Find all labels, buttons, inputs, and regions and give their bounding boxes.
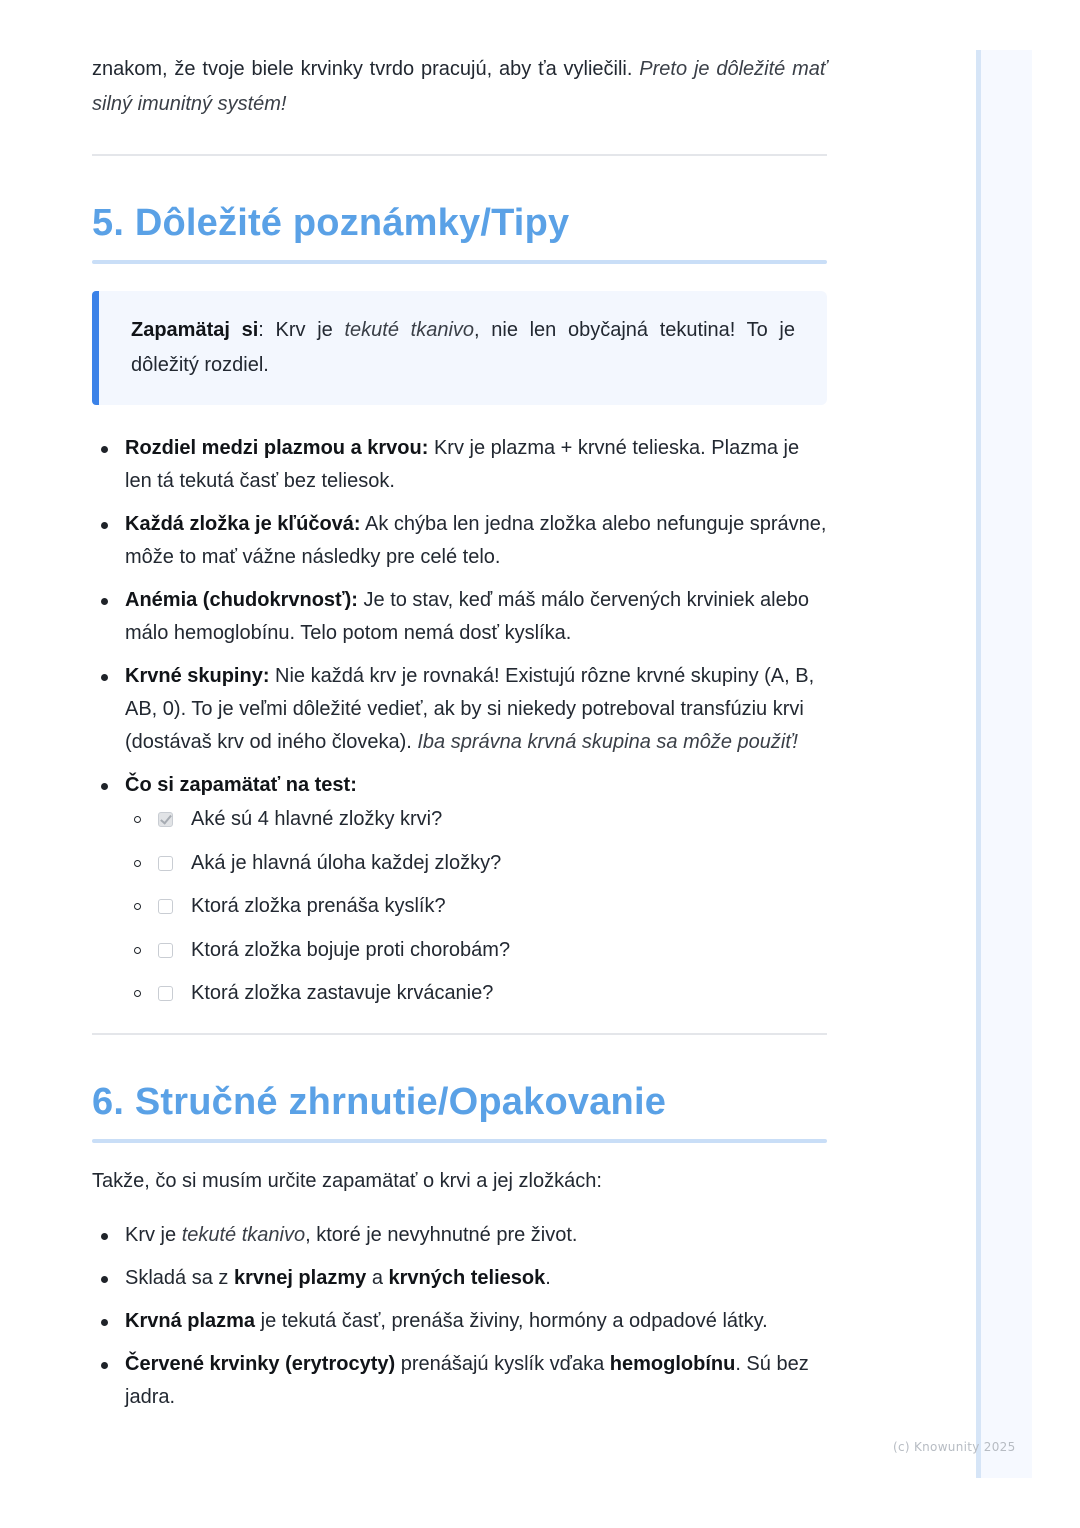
list-item — [92, 1219, 827, 1252]
bold: Krvná plazma — [125, 1309, 256, 1332]
tips-list — [92, 432, 827, 1021]
bold: krvnej plazmy — [233, 1266, 367, 1289]
checklist-text: Ktorá zložka bojuje proti chorobám? — [191, 938, 511, 961]
item-text: Ak chýba len jedna zložka alebo nefunguje správne, môže to mať vážne následky pre celé telo. — [125, 513, 827, 568]
sidebar-border — [976, 50, 981, 1478]
checklist-text: Aké sú 4 hlavné zložky krvi? — [191, 808, 443, 830]
checklist-item — [125, 803, 827, 847]
bold: krvných teliesok — [388, 1266, 546, 1289]
bold: Červené krvinky (erytrocyty) — [125, 1352, 396, 1375]
remember-callout — [92, 291, 827, 405]
text: Skladá sa z — [125, 1266, 229, 1289]
list-item — [92, 1305, 827, 1338]
intro-paragraph — [92, 52, 827, 122]
item-bold: Krvné skupiny: — [125, 665, 270, 687]
list-item — [92, 584, 827, 650]
checkbox[interactable] — [158, 856, 173, 871]
summary-list — [92, 1219, 827, 1414]
checklist-text: Ktorá zložka prenáša kyslík? — [191, 895, 446, 917]
list-item — [92, 508, 827, 574]
checkbox[interactable] — [158, 899, 173, 914]
checkbox[interactable] — [158, 943, 173, 958]
circle-bullet-icon — [134, 860, 141, 867]
section-6-title: 6. Stručné zhrnutie/Opakovanie — [92, 1080, 667, 1123]
checklist-text: Ktorá zložka zastavuje krvácanie? — [191, 982, 494, 1004]
item-text: Krv je plazma + krvné telieska. Plazma je len tá tekutá časť bez teliesok. — [125, 437, 800, 492]
section-5-title: 5. Dôležité poznámky/Tipy — [92, 202, 570, 244]
item-text: Je to stav, keď máš málo červených krviniek alebo málo hemoglobínu. Telo potom nemá dosť kyslíka. — [125, 589, 809, 644]
circle-bullet-icon — [134, 816, 141, 823]
item-bold: Anémia (chudokrvnosť): — [125, 589, 358, 611]
summary-intro: Takže, čo si musím určite zapamätať o krvi a jej zložkách: — [92, 1169, 602, 1192]
text: . Sú bez jadra. — [125, 1352, 809, 1408]
item-bold: Každá zložka je kľúčová: — [125, 513, 361, 535]
text: a — [371, 1266, 383, 1289]
circle-bullet-icon — [134, 947, 141, 954]
callout-text-2: , nie len obyčajná tekutina! To je dôležitý rozdiel. — [131, 319, 795, 376]
checkbox[interactable] — [158, 986, 173, 1001]
test-checklist — [125, 803, 827, 1021]
checklist-item — [125, 977, 827, 1021]
text: je tekutá časť, prenáša živiny, hormóny a odpadové látky. — [260, 1309, 768, 1332]
callout-italic: tekuté tkanivo — [344, 319, 475, 341]
italic: tekuté tkanivo — [181, 1223, 306, 1246]
list-item — [92, 432, 827, 498]
test-label: Čo si zapamätať na test: — [125, 774, 357, 796]
checklist-item — [125, 847, 827, 891]
callout-text — [131, 313, 795, 383]
item-text: Nie každá krv je rovnaká! Existujú rôzne krvné skupiny (A, B, AB, 0). To je veľmi dôležité vedieť, ak by si niekedy potreboval transfúziu krvi (dostávaš krv od iného človeka). — [125, 665, 815, 753]
item-bold: Rozdiel medzi plazmou a krvou: — [125, 437, 429, 459]
intro-text: znakom, že tvoje biele krvinky tvrdo pracujú, aby ťa vyliečili. — [92, 58, 633, 80]
checklist-item — [125, 890, 827, 934]
checkbox-checked[interactable] — [158, 812, 173, 827]
checklist-text: Aká je hlavná úloha každej zložky? — [191, 851, 502, 874]
right-sidebar-panel — [976, 50, 1032, 1478]
text: Krv je — [125, 1223, 177, 1246]
list-item — [92, 1348, 827, 1414]
list-item — [92, 660, 827, 759]
text: . — [545, 1266, 551, 1289]
checklist-item — [125, 934, 827, 978]
text: , ktoré je nevyhnutné pre život. — [305, 1223, 578, 1246]
list-item-test — [92, 769, 827, 1021]
callout-label: Zapamätaj si — [131, 319, 259, 341]
intro-italic: Preto je dôležité mať silný imunitný systém! — [92, 58, 828, 115]
copyright-footer: (c) Knowunity 2025 — [893, 1440, 1016, 1454]
callout-text-1: Krv je — [275, 319, 333, 341]
circle-bullet-icon — [134, 903, 141, 910]
list-item — [92, 1262, 827, 1295]
text: prenášajú kyslík vďaka — [400, 1352, 605, 1375]
bold: hemoglobínu — [609, 1352, 736, 1375]
document-content — [92, 52, 827, 1424]
circle-bullet-icon — [134, 990, 141, 997]
callout-colon: : — [258, 319, 264, 341]
item-italic: Iba správna krvná skupina sa môže použiť! — [417, 731, 798, 753]
